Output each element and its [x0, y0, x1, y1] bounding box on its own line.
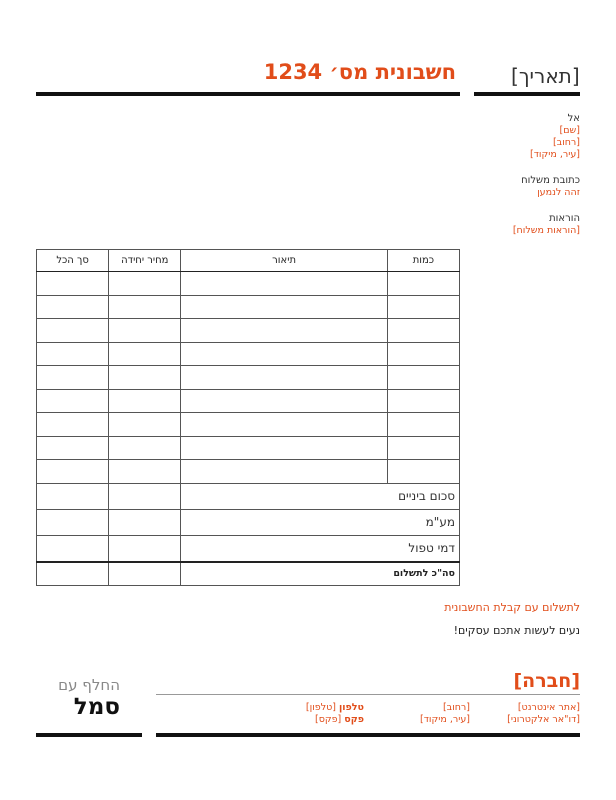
quantity-cell[interactable]: [387, 460, 459, 484]
line-total-cell[interactable]: [37, 460, 109, 484]
recipient-city: [עיר, מיקוד]: [530, 149, 580, 160]
grand-total-label: סה"כ לתשלום: [181, 562, 460, 586]
table-row: [37, 460, 460, 484]
recipient-label: אל: [567, 113, 580, 124]
phone-label: טלפון: [339, 702, 364, 713]
description-cell[interactable]: [181, 366, 387, 390]
logo-placeholder[interactable]: סמל: [73, 694, 120, 720]
header-divider-right: [474, 92, 580, 96]
line-total-cell[interactable]: [37, 295, 109, 319]
subtotal-row: [37, 483, 460, 509]
vat-value[interactable]: [37, 509, 109, 535]
description-cell[interactable]: [181, 272, 387, 296]
instructions-block: [380, 213, 580, 237]
shipping-block: [380, 175, 580, 199]
table-header-row: [37, 250, 460, 272]
quantity-cell[interactable]: [387, 272, 459, 296]
handling-row: [37, 535, 460, 562]
quantity-cell[interactable]: [387, 389, 459, 413]
footer-street: [רחוב]: [442, 702, 470, 713]
grand-total-unit-cell: [109, 562, 181, 586]
replace-with-text: החלף עם: [58, 676, 120, 694]
footer-address: [400, 702, 470, 726]
footer-phone-fax: [254, 702, 364, 726]
grand-total-value[interactable]: [37, 562, 109, 586]
instructions-value: [הוראות משלוח]: [512, 225, 580, 236]
description-cell[interactable]: [181, 389, 387, 413]
shipping-value: זהה לנמען: [537, 187, 580, 198]
line-total-cell[interactable]: [37, 389, 109, 413]
unit-price-cell[interactable]: [109, 295, 181, 319]
table-row: [37, 319, 460, 343]
company-name: [חברה]: [513, 670, 580, 692]
description-cell[interactable]: [181, 295, 387, 319]
vat-label: מע"מ: [181, 509, 460, 535]
handling-label: דמי טפול: [181, 535, 460, 562]
description-cell[interactable]: [181, 319, 387, 343]
footer-thin-divider: [156, 694, 580, 695]
subtotal-unit-cell: [109, 483, 181, 509]
unit-price-cell[interactable]: [109, 389, 181, 413]
unit-price-cell[interactable]: [109, 272, 181, 296]
fax-label: פקס: [344, 714, 364, 725]
invoice-title: חשבונית מס׳ 1234: [263, 60, 456, 84]
footer-city: [עיר, מיקוד]: [420, 714, 470, 725]
table-row: [37, 342, 460, 366]
shipping-label: כתובת משלוח: [521, 175, 580, 186]
header-unit-price: מחיר יחידה: [109, 250, 181, 272]
grand-total-row: [37, 562, 460, 586]
line-total-cell[interactable]: [37, 436, 109, 460]
footer-divider-left: [36, 733, 142, 737]
footer-website: [אתר אינטרנט]: [517, 702, 580, 713]
items-table: [36, 249, 460, 586]
thank-you-note: נעים לעשות אתכם עסקים!: [453, 624, 580, 637]
recipient-street: [רחוב]: [552, 137, 580, 148]
table-row: [37, 389, 460, 413]
instructions-label: הוראות: [549, 213, 580, 224]
invoice-date: [תאריך]: [511, 64, 580, 88]
table-row: [37, 272, 460, 296]
footer-email: [דו"אר אלקטרוני]: [507, 714, 580, 725]
fax-value: [פקס]: [315, 714, 342, 725]
line-total-cell[interactable]: [37, 342, 109, 366]
unit-price-cell[interactable]: [109, 366, 181, 390]
recipient-block: [380, 113, 580, 161]
unit-price-cell[interactable]: [109, 413, 181, 437]
unit-price-cell[interactable]: [109, 319, 181, 343]
handling-unit-cell: [109, 535, 181, 562]
description-cell[interactable]: [181, 413, 387, 437]
vat-unit-cell: [109, 509, 181, 535]
handling-value[interactable]: [37, 535, 109, 562]
subtotal-value[interactable]: [37, 483, 109, 509]
phone-value: [טלפון]: [305, 702, 336, 713]
description-cell[interactable]: [181, 460, 387, 484]
table-row: [37, 413, 460, 437]
table-row: [37, 436, 460, 460]
header-quantity: כמות: [387, 250, 459, 272]
unit-price-cell[interactable]: [109, 460, 181, 484]
description-cell[interactable]: [181, 436, 387, 460]
table-row: [37, 366, 460, 390]
description-cell[interactable]: [181, 342, 387, 366]
quantity-cell[interactable]: [387, 436, 459, 460]
quantity-cell[interactable]: [387, 342, 459, 366]
vat-row: [37, 509, 460, 535]
footer-contact-web: [490, 702, 580, 726]
header-line-total: סך הכל: [37, 250, 109, 272]
recipient-name: [שם]: [559, 125, 580, 136]
payment-terms: לתשלום עם קבלת החשבונית: [444, 601, 580, 614]
quantity-cell[interactable]: [387, 319, 459, 343]
quantity-cell[interactable]: [387, 366, 459, 390]
unit-price-cell[interactable]: [109, 436, 181, 460]
line-total-cell[interactable]: [37, 413, 109, 437]
line-total-cell[interactable]: [37, 272, 109, 296]
quantity-cell[interactable]: [387, 295, 459, 319]
subtotal-label: סכום ביניים: [181, 483, 460, 509]
unit-price-cell[interactable]: [109, 342, 181, 366]
footer-divider-right: [156, 733, 580, 737]
table-row: [37, 295, 460, 319]
header-divider-left: [36, 92, 460, 96]
quantity-cell[interactable]: [387, 413, 459, 437]
line-total-cell[interactable]: [37, 319, 109, 343]
header-description: תיאור: [181, 250, 387, 272]
line-total-cell[interactable]: [37, 366, 109, 390]
